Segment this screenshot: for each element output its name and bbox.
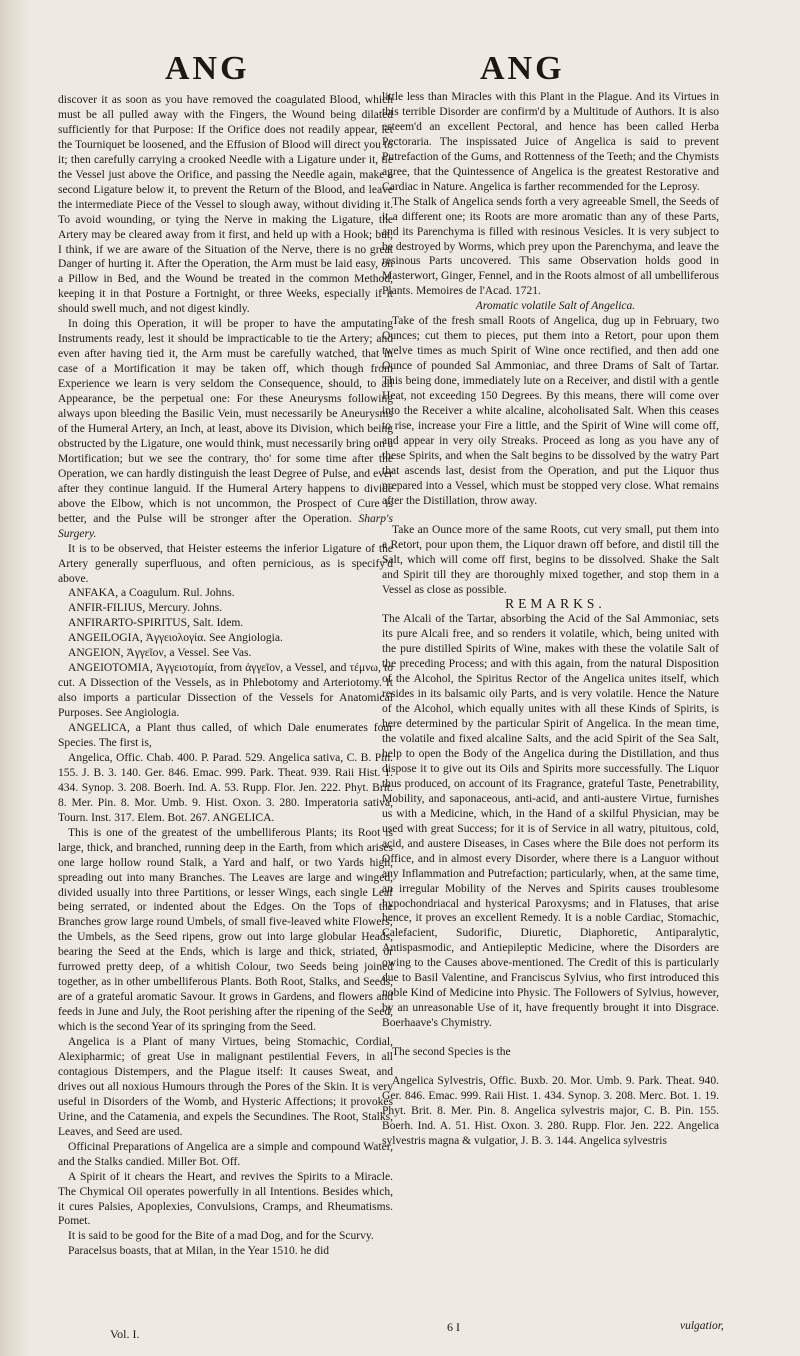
paragraph: The second Species is the — [392, 1046, 511, 1059]
remarks-heading: REMARKS. — [505, 596, 606, 612]
paragraph: Officinal Preparations of Angelica are a simple and compound Water, and the Stalks candied. Miller Bot. Off. — [58, 1140, 393, 1168]
left-column — [58, 93, 393, 1259]
paragraph: This is one of the greatest of the umbelliferous Plants; its Root is large, thick, and branched, running deep in the Earth, from which arises one large hollow round Stalk, a Yard and half, or two Yards high, spreading out into many Branches. The Leaves are large and winged, divided usually into three Partitions, or lesser Wings, each single Leaf being serrated, or indented about the Edges. On the Tops of the Branches grow large round Umbels, of small five-leaved white Flowers; the Umbels, as the Seed ripens, grow out into large globular Heads, bearing the Seed at the Ends, which is large and thick, striated, or furrowed pretty deep, of a whitish Colour, two Seeds being joined together, as in other umbelliferous Plants. Both Root, Stalks, and Seeds, are of a grateful aromatic Savour. It grows in Gardens, and flowers and feeds in June and July, the Root perishing after the ripening of the Seed, which is the second Year of its springing from the Seed. — [58, 826, 393, 1034]
page-binding-shadow — [0, 0, 30, 1356]
volume-mark: Vol. I. — [110, 1327, 140, 1341]
dictionary-entry: ANGELICA, a Plant thus called, of which Dale enumerates four Species. The first is, — [58, 722, 393, 749]
recipe-title: Aromatic volatile Salt of Angelica. — [475, 300, 636, 313]
catchword: vulgatior, — [680, 1320, 724, 1332]
paragraph: little less than Miracles with this Plant in the Plague. And its Virtues in this terrible Disorder are confirm'd by a Multitude of Authors. It is also esteem'd an excellent Pectoral, and hence has been called Herba Pectoraria. The inspissated Juice of Angelica is said to prevent Putrefaction of the Gums, and Rottenness of the Teeth; and the Chymists agree, that the Quintessence of Angelica is the greatest Restorative and Cardiac in Nature. Angelica is farther recommended for the Leprosy. — [382, 91, 719, 193]
paragraph: Paracelsus boasts, that at Milan, in the Year 1510. he did — [68, 1245, 330, 1258]
recipe-paragraph: Take an Ounce more of the same Roots, cut very small, put them into a Retort, pour upon them, the Liquor drawn off before, and distil till the Salt, which will come off first, begins to be dissolved. Shake the Salt and Spirit till they are thoroughly mixed together, and stop them in a Vessel as close as possible. — [382, 523, 719, 596]
paragraph: It is to be observed, that Heister esteems the inferior Ligature of the Artery generally superfluous, and often pernicious, as is specify'd above. — [58, 542, 393, 585]
running-head-right: ANG — [480, 50, 565, 87]
synonymy-entry: Angelica, Offic. Chab. 400. P. Parad. 529. Angelica sativa, C. B. Pin. 155. J. B. 3. 140. Ger. 846. Emac. 999. Park. Theat. 939. Raii Hist. 1. 434. Synop. 3. 208. Boerh. Ind. A. 53. Rupp. Flor. Jen. 222. Phyt. Brit. 8. Mer. Pin. 8. Mor. Umb. 9. Hist. Oxon. 3. 280. Imperatoria sativa, Tourn. Inst. 317. Elem. Bot. 267. ANGELICA. — [58, 751, 393, 824]
paragraph: A Spirit of it chears the Heart, and revives the Spirits to a Miracle. The Chymical Oil operates powerfully in all Intentions. Besides which, it cures Palsies, Apoplexies, Convulsions, Cramps, and Rheumatisms. Pomet. — [58, 1170, 393, 1228]
signature-mark: 6 I — [447, 1320, 460, 1334]
paragraph: The Stalk of Angelica sends forth a very agreeable Smell, the Seeds of it a different one; its Roots are more aromatic than any of these Parts, and its Parenchyma is filled with resinous Vesicles. It is very subject to be destroyed by Worms, which prey upon the Parenchyma, and leave the resinous Parts uncovered. This same Observation holds good in Masterwort, Ginger, Fennel, and in the Roots almost of all umbelliferous Plants. Memoires de l'Acad. 1721. — [382, 195, 719, 298]
remarks-paragraph: The Alcali of the Tartar, absorbing the Acid of the Sal Ammoniac, sets its pure Alcali free, and so renders it volatile, which, being united with the pure distilled Spirits of Wine, makes with these the volatile Salt of the preceding Process; and with this again, from the natural Disposition of the Alcohol, the Spiritus Rector of the Angelica unites itself, which resides in its balsamic oily Parts, and is very volatile. Hence the Nature of the Alcohol, which equally unites with all these Kinds of Spirits, is here determined by the particular Spirit of Angelica. In the mean time, the volatile and fixed alcaline Salts, and the acid Spirit of the Sea Salt, help to open the Body of the Angelica during the Distillation, and thus dispose it to give out its Oils and Spirits more successfully. The Liquor thus produced, on account of its Fragrance, grateful Taste, Penetrability, Mobility, and saponaceous, anti-acid, and anti-austere Virtue, furnishes us with a Medicine, which, in the Hand of a skilful Physician, may be used with great Success; for it is of Service in all watry, pituitous, cold, acid, and austere Diseases, in Cases where the Bile does not perform its Office, and in almost every Disorder, where there is a Languor without any Inflammation and Putrefaction; particularly, when, at the same time, an irregular Mobility of the Nerves and Spirits causes troublesome hypochondriacal and hysterical Paroxysms; and in Flatuses, that arise hence, it proves an excellent Remedy. It is a noble Cardiac, Stomachic, Calefacient, Sudorific, Diuretic, Diaphoretic, Antiparalytic, Antispasmodic, and Antiepileptic Medicine, where the Disorders are owing to the Causes above-mentioned. The Credit of this is particularly due to Basil Valentine, and Franciscus Sylvius, who first introduced this noble Kind of Medicine into Physic. The Followers of Sylvius, however, by an unreasonable Use of it, have frequently brought it into Disgrace. Boerhaave's Chymistry. — [382, 613, 719, 1030]
running-head — [0, 50, 800, 90]
spacer — [382, 1060, 719, 1074]
paragraph: Angelica is a Plant of many Virtues, being Stomachic, Cordial, Alexipharmic; of great Use in malignant pestilential Fevers, in all contagious Distempers, and the Plague itself: It causes Sweat, and drives out all noxious Humours through the Pores of the Skin. It is very useful in Disorders of the Womb, and Hysteric Affections; it provokes Urine, and the Catamenia, and expels the Secundines. The Root, Stalks, Leaves, and Seed are used. — [58, 1036, 393, 1138]
dictionary-entry: ANFIRARTO-SPIRITUS, Salt. Idem. — [68, 617, 244, 630]
dictionary-entry: ANGEILOGIA, Ἀγγειολογία. See Angiologia. — [68, 632, 283, 645]
recipe-paragraph: Take of the fresh small Roots of Angelica, dug up in February, two Ounces; cut them to pieces, put them into a Retort, pour upon them twelve times as much Spirit of Wine once rectified, and then add one Ounce of pounded Sal Ammoniac, and three Drams of Salt of Tartar. This being done, immediately lute on a Receiver, and distil with a gentle Heat, not exceeding 150 Degrees. By this means, there will come over into the Receiver a white alcaline, alcoholisated Salt. When this ceases to rise, increase your Fire a little, and the Spirit of Wine will come off, and appear in very oily Streaks. Proceed as long as you have any of these Spirits, and when the Salt begins to be dissolved by the watry Part that ascends last, desist from the Operation, and put the Liquor thus prepared into a Vessel, which must be stopped very close. What remains after the Distillation, throw away. — [382, 315, 719, 507]
dictionary-entry: ANGEION, Ἀγγεῖον, a Vessel. See Vas. — [68, 647, 252, 660]
paragraph: In doing this Operation, it will be proper to have the amputating Instruments ready, lest it should be impracticable to tie the Artery; and even after having tied it, the Arm must be carefully watched, that in case of a Mortification it may be taken off, which though from Experience we learn is very seldom the Consequence, should, to all Appearance, be the perpetual one: For these Aneurysms following always upon bleeding the Basilic Vein, must necessarily be Aneurysms of the Humeral Artery, an Inch, at least, above its Division, which being obstructed by the Ligature, one would think, must necessarily bring on a Mortification; but we see the contrary, tho' for some time after the Operation, we can hardly distinguish the least Degree of Pulse, and ever after they continue languid. If the Humeral Artery happens to divide above the Elbow, which is not uncommon, the Prospect of Cure is better, and the Pulse will be stronger after the Operation. Sharp's Surgery. — [58, 318, 393, 540]
citation: Sharp's Surgery. — [58, 512, 393, 540]
running-head-left: ANG — [165, 50, 250, 87]
spacer — [382, 509, 719, 523]
dictionary-entry: ANFAKA, a Coagulum. Rul. Johns. — [68, 587, 235, 600]
paragraph: discover it as soon as you have removed the coagulated Blood, which must be all pulled away with the Fingers, the Wound being dilated sufficiently for that Purpose: If the Orifice does not readily appear, let the Tourniquet be loosened, and the Effusion of Blood will direct you to it; then carefully carrying a crooked Needle with a Ligature under it, tie the Vessel just above the Orifice, and passing the Needle again, make a second Ligature below it, to prevent the Return of the Blood, and leave the intermediate Piece of the Vessel to slough away, without dividing it. To avoid wounding, or tying the Nerve in making the Ligature, the Artery may be cleared away from it first, and held up with a Hook; but, I think, if we are aware of the Situation of the Nerve, there is no great Danger of hurting it. After the Operation, the Arm must be laid easy, on a Pillow in Bed, and the Wound be treated in the common Method, keeping it in that Posture a Fortnight, or three Weeks, especially if it should swell much, and not digest kindly. — [58, 94, 393, 316]
paragraph: It is said to be good for the Bite of a mad Dog, and for the Scurvy. — [68, 1230, 374, 1243]
spacer — [382, 1031, 719, 1045]
dictionary-entry: ANFIR-FILIUS, Mercury. Johns. — [68, 602, 223, 615]
synonymy-entry: Angelica Sylvestris, Offic. Buxb. 20. Mor. Umb. 9. Park. Theat. 940. Ger. 846. Emac. 999. Raii Hist. 1. 434. Synop. 3. 208. Merc. Bot. 1. 19. Phyt. Brit. 8. Mer. Pin. 8. Angelica sylvestris major, C. B. Pin. 155. Boerh. Ind. A. 51. Hist. Oxon. 3. 280. Rupp. Flor. Jen. 222. Angelica sylvestris magna & vulgatior, J. B. 3. 144. Angelica sylvestris — [382, 1075, 719, 1147]
right-column — [382, 90, 719, 1149]
dictionary-entry: ANGEIOTOMIA, Ἀγγειοτομία, from ἀγγεῖον, a Vessel, and τέμνω, to cut. A Dissection of the Vessels, as in Phlebotomy and Arteriotomy. It also imports a particular Dissection of the Vessels for Anatomical Purposes. See Angiologia. — [58, 662, 393, 720]
